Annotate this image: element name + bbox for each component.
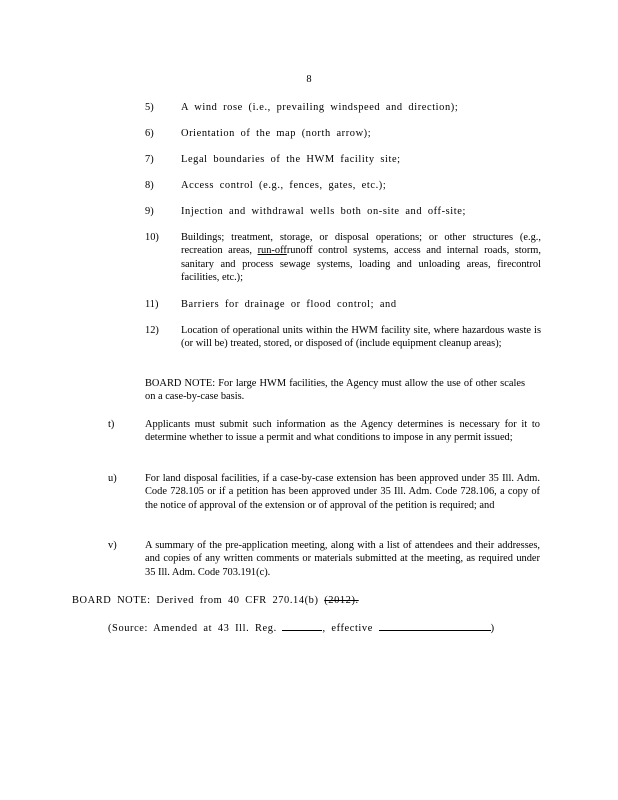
source-middle: , effective: [322, 623, 373, 634]
sub-item-letter: v): [108, 540, 117, 551]
board-note-scales: BOARD NOTE: For large HWM facilities, the Agency must allow the use of other scales on a case-by-case basis.: [145, 378, 525, 403]
final-board-note: [72, 594, 359, 607]
item-text: Legal boundaries of the HWM facility site;: [181, 154, 401, 165]
effective-blank: [379, 620, 491, 631]
item-text: Access control (e.g., fences, gates, etc.);: [181, 180, 387, 191]
item-number: 5): [145, 102, 154, 113]
source-line: [108, 620, 495, 635]
source-prefix: (Source: Amended at 43 Ill. Reg.: [108, 623, 277, 634]
item-text: Location of operational units within the HWM facility site, where hazardous waste is (or will be) treated, stored, or disposed of (include equipment cleanup areas);: [181, 325, 541, 350]
item-number: 12): [145, 325, 159, 336]
item-text: [181, 231, 541, 285]
item-text: Orientation of the map (north arrow);: [181, 128, 372, 139]
sub-item-text: A summary of the pre-application meeting, along with a list of attendees and their addresses, and copies of any written comments or materials submitted at the meeting, as required under 35 Ill. Adm. Code 703.191(c).: [145, 540, 540, 578]
item-number: 6): [145, 128, 154, 139]
sub-item-letter: t): [108, 419, 115, 430]
page-number: 8: [306, 74, 312, 85]
item-text: Injection and withdrawal wells both on-site and off-site;: [181, 206, 466, 217]
item-text-before: Buildings; treatment, storage, or disposal operations; or other structures (e.g., recreation areas,: [181, 232, 541, 257]
source-suffix: ): [490, 623, 495, 634]
sub-item-text: For land disposal facilities, if a case-by-case extension has been approved under 35 Ill. Adm. Code 728.105 or if a petition has been approved under 35 Ill. Adm. Code 728.106, a copy of the notice of approval of the extension or of approval of the petition is required; and: [145, 473, 540, 511]
sub-item-letter: u): [108, 473, 117, 484]
item-text-after: runoff control systems, access and internal roads, storm, sanitary and process sewage systems, loading and unloading areas, firecontrol facilities, etc.);: [181, 245, 541, 284]
item-text: A wind rose (i.e., prevailing windspeed and direction);: [181, 102, 459, 113]
item-number: 8): [145, 180, 154, 191]
item-number: 9): [145, 206, 154, 217]
item-text-underlined: run-off: [257, 245, 287, 257]
item-number: 11): [145, 299, 159, 310]
item-text: Barriers for drainage or flood control; and: [181, 299, 397, 310]
item-number: 7): [145, 154, 154, 165]
reg-blank: [282, 620, 322, 631]
item-number: 10): [145, 232, 159, 243]
final-note-text: BOARD NOTE: Derived from 40 CFR 270.14(b): [72, 595, 319, 606]
sub-item-text: Applicants must submit such information as the Agency determines is necessary for it to determine whether to issue a permit and what conditions to impose in any permit issued;: [145, 419, 540, 444]
final-note-struck: (2012).: [324, 595, 359, 606]
